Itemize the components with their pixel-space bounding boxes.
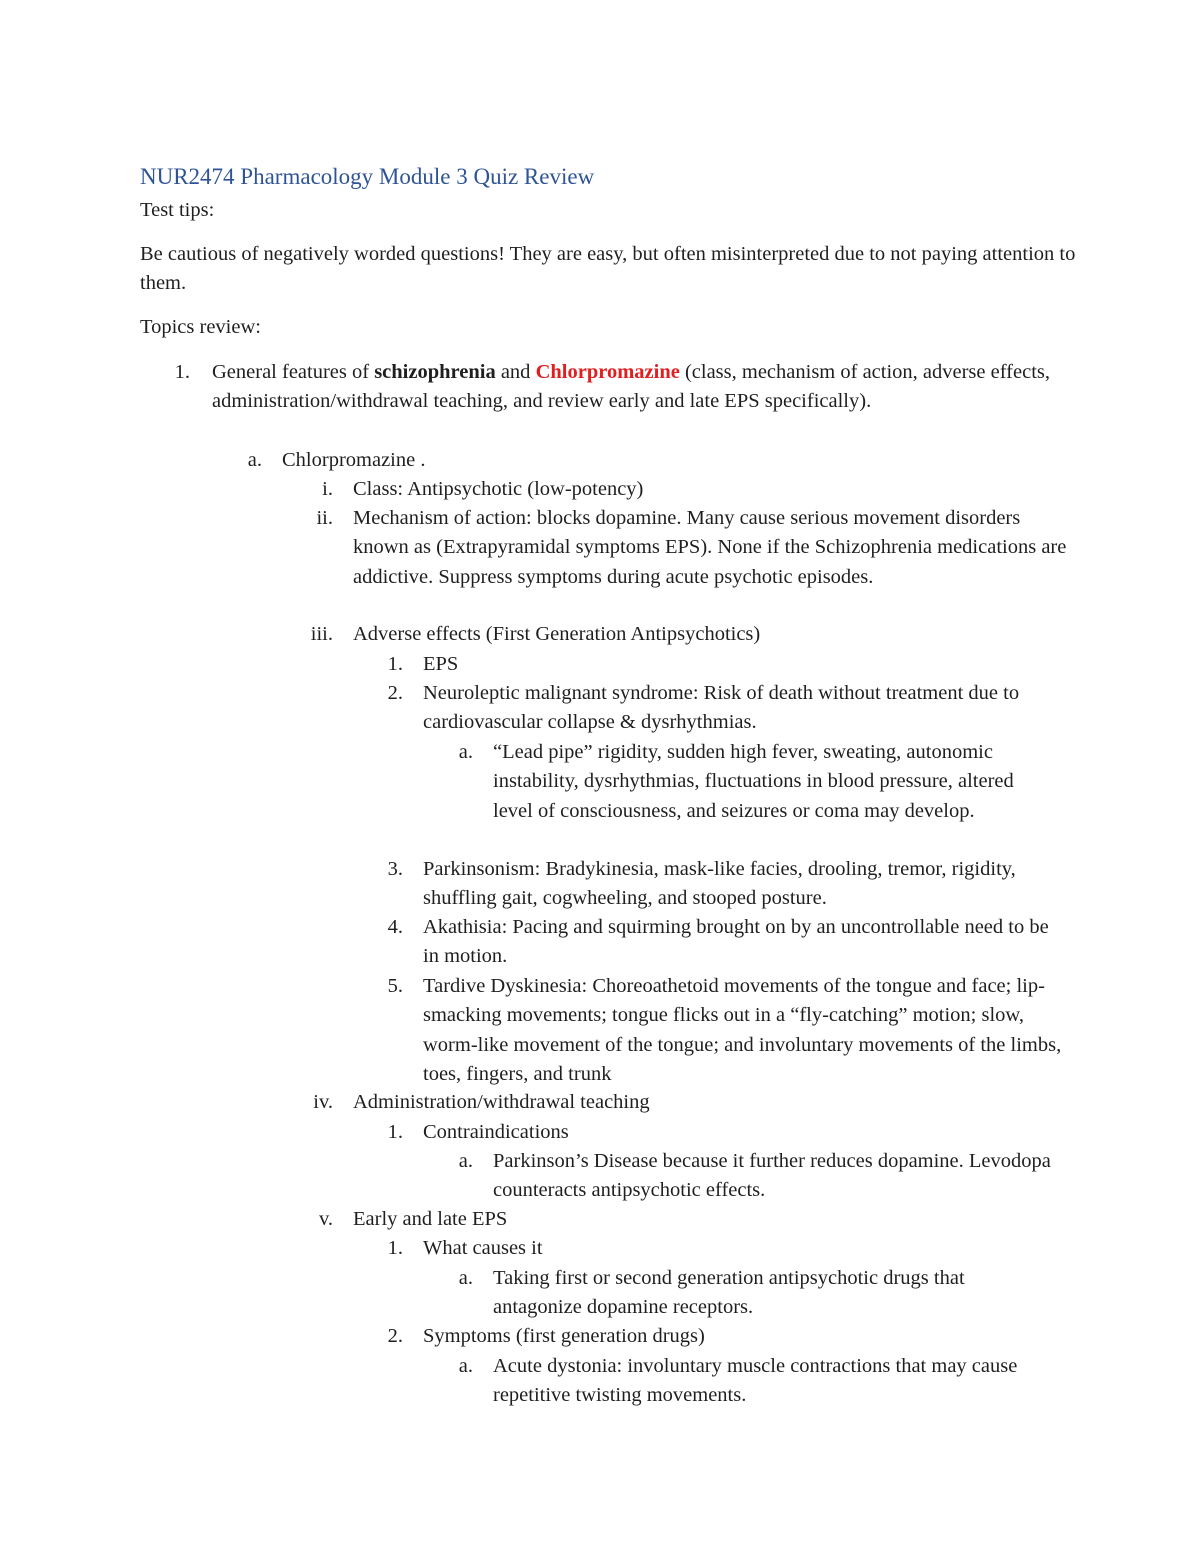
list-marker: a.	[458, 1355, 473, 1377]
list-item-text: Tardive Dyskinesia: Choreoathetoid movements of the tongue and face; lip-smacking movements; tongue flicks out in a “fly-catching” motion; slow, worm-like movement of the tongue; and involuntary movements of the limbs, toes, fingers, and trunk	[423, 975, 1062, 1085]
list-marker: iv.	[313, 1091, 333, 1113]
topic-1-text	[212, 358, 1092, 417]
list-item-text: Early and late EPS	[353, 1208, 508, 1230]
term-chlorpromazine: Chlorpromazine	[535, 361, 680, 383]
list-item-text: Taking first or second generation antipsychotic drugs that antagonize dopamine receptors.	[493, 1267, 965, 1319]
list-item-text: Class: Antipsychotic (low-potency)	[353, 478, 644, 500]
list-marker: a.	[458, 1267, 473, 1289]
caution-paragraph: Be cautious of negatively worded questions! They are easy, but often misinterpreted due to not paying attention to them.	[140, 243, 1076, 294]
list-item-text: Administration/withdrawal teaching	[353, 1091, 650, 1113]
list-marker: 2.	[387, 682, 403, 704]
list-item-text: Parkinson’s Disease because it further reduces dopamine. Levodopa counteracts antipsychotic effects.	[493, 1150, 1051, 1202]
list-marker: 2.	[387, 1325, 403, 1347]
list-item-text: Symptoms (first generation drugs)	[423, 1325, 705, 1347]
document-title: NUR2474 Pharmacology Module 3 Quiz Review	[140, 164, 595, 189]
list-item-text: “Lead pipe” rigidity, sudden high fever, sweating, autonomic instability, dysrhythmias, fluctuations in blood pressure, altered level of consciousness, and seizures or coma may develop.	[493, 741, 1014, 822]
list-marker: iii.	[310, 623, 333, 645]
list-marker: 1.	[387, 1121, 403, 1143]
list-marker: 1.	[387, 653, 403, 675]
term-schizophrenia: schizophrenia	[374, 361, 496, 383]
list-marker: i.	[322, 478, 333, 500]
list-marker: a.	[247, 449, 262, 471]
list-item-text: EPS	[423, 653, 459, 675]
topic-1-conjunction: and	[495, 361, 536, 383]
list-item-text: Akathisia: Pacing and squirming brought on by an uncontrollable need to be in motion.	[423, 916, 1049, 968]
list-item-text: What causes it	[423, 1237, 543, 1259]
list-item-text: Acute dystonia: involuntary muscle contractions that may cause repetitive twisting movements.	[493, 1355, 1018, 1407]
list-marker: 5.	[387, 975, 403, 997]
list-marker: 1.	[174, 361, 190, 383]
list-item-text: Chlorpromazine .	[282, 449, 426, 471]
topic-1-prefix: General features of	[212, 361, 375, 383]
list-marker: 4.	[387, 916, 403, 938]
list-item-text: Neuroleptic malignant syndrome: Risk of death without treatment due to cardiovascular collapse & dysrhythmias.	[423, 682, 1020, 734]
list-marker: ii.	[316, 507, 333, 529]
list-item-text: Mechanism of action: blocks dopamine. Many cause serious movement disorders known as (Extrapyramidal symptoms EPS). None if the Schizophrenia medications are addictive. Suppress symptoms during acute psychotic episodes.	[353, 507, 1067, 588]
list-item-text: Adverse effects (First Generation Antipsychotics)	[353, 623, 761, 645]
list-item-text: Parkinsonism: Bradykinesia, mask-like facies, drooling, tremor, rigidity, shuffling gait, cogwheeling, and stooped posture.	[423, 858, 1016, 910]
list-marker: 3.	[387, 858, 403, 880]
topics-review-label: Topics review:	[140, 316, 261, 338]
test-tips-label: Test tips:	[140, 199, 215, 221]
topic-1-suffix: (class, mechanism of action, adverse effects, administration/withdrawal teaching, and review early and late EPS specifically).	[212, 361, 1051, 413]
list-marker: a.	[458, 741, 473, 763]
list-marker: a.	[458, 1150, 473, 1172]
list-marker: v.	[318, 1208, 333, 1230]
list-item-text: Contraindications	[423, 1121, 569, 1143]
list-marker: 1.	[387, 1237, 403, 1259]
